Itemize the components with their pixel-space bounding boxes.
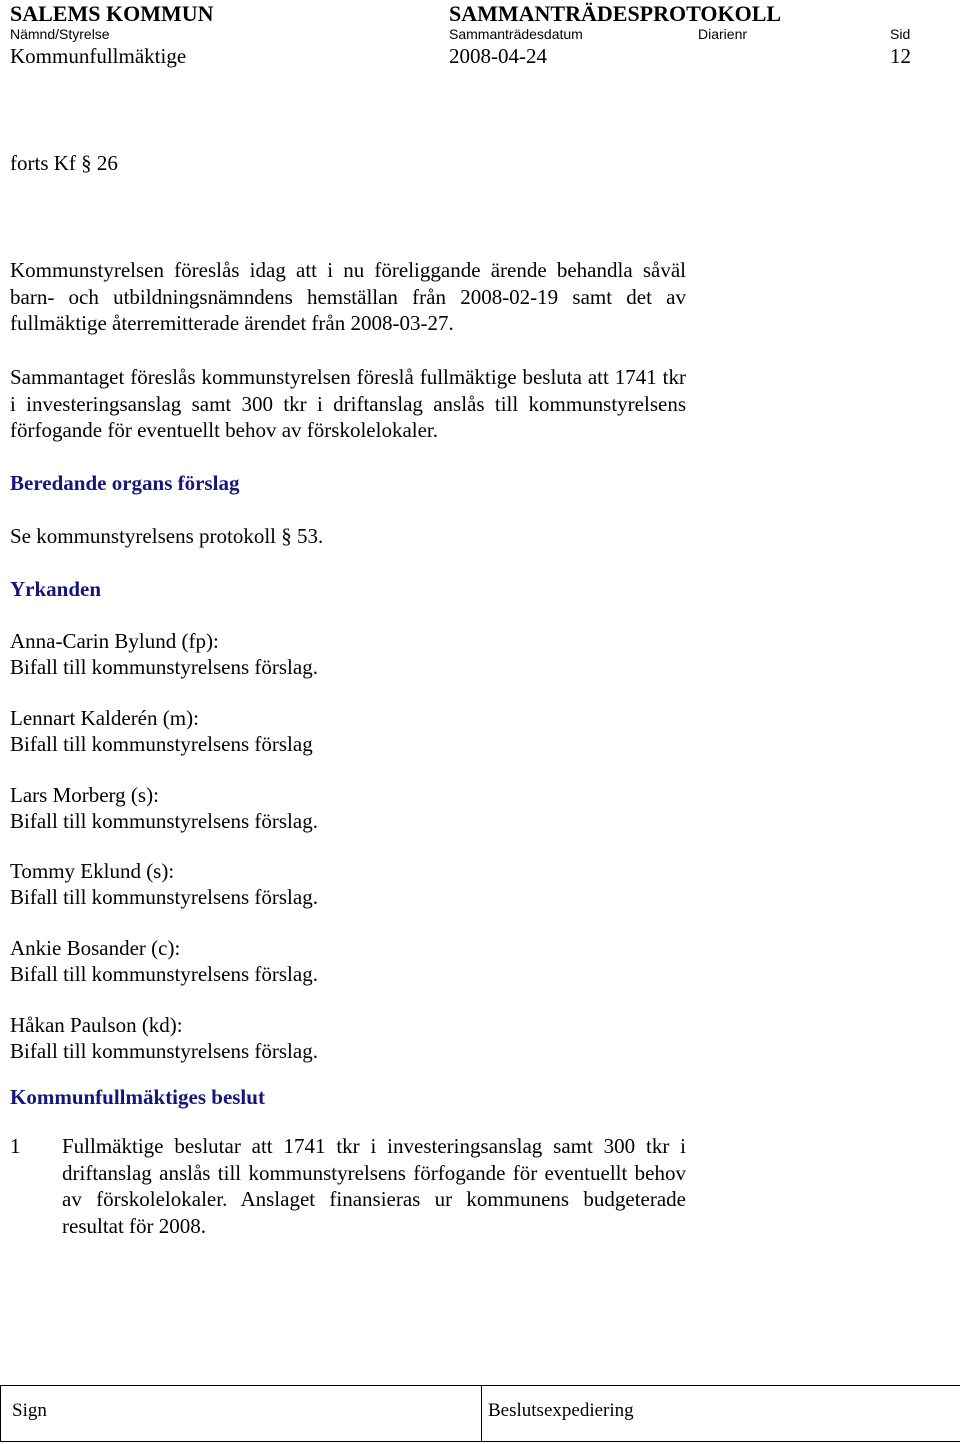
meeting-date: 2008-04-24 [449, 44, 547, 68]
motion-text: Bifall till kommunstyrelsens förslag. [10, 962, 318, 986]
sign-label: Sign [12, 1400, 47, 1421]
footer-bottom-rule [0, 1441, 960, 1442]
motion-speaker: Håkan Paulson (kd): [10, 1013, 183, 1037]
motion-text: Bifall till kommunstyrelsens förslag. [10, 885, 318, 909]
page-number: 12 [890, 44, 911, 68]
municipality-name: SALEMS KOMMUN [10, 1, 214, 26]
motion-speaker: Lennart Kalderén (m): [10, 706, 199, 730]
paragraph-proposal-background: Kommunstyrelsen föreslås idag att i nu föreliggande ärende behandla såväl barn- och utbildningsnämndens hemställan från 2008-02-19 samt det av fullmäktige återremitterade ärendet från 2008-03-27. [10, 258, 686, 335]
heading-motions: Yrkanden [10, 577, 102, 601]
motion-text: Bifall till kommunstyrelsens förslag. [10, 809, 318, 833]
document-type: SAMMANTRÄDESPROTOKOLL [449, 1, 782, 26]
motion-speaker: Anna-Carin Bylund (fp): [10, 629, 219, 653]
meeting-body: Kommunfullmäktige [10, 44, 187, 68]
footer-left-border [0, 1385, 1, 1442]
label-page: Sid [890, 26, 911, 42]
motion-speaker: Lars Morberg (s): [10, 783, 159, 807]
heading-preparatory-proposal: Beredande organs förslag [10, 471, 240, 495]
paragraph-proposal-summary: Sammantaget föreslås kommunstyrelsen föreslå fullmäktige besluta att 1741 tkr i investeringsanslag samt 300 tkr i driftanslag anslås till kommunstyrelsens förfogande för eventuellt behov av förskolelokaler. [10, 365, 686, 442]
decision-number: 1 [10, 1134, 21, 1158]
continuation-reference: forts Kf § 26 [10, 151, 118, 175]
footer-top-rule [0, 1385, 960, 1386]
label-meeting-date: Sammanträdesdatum [449, 26, 583, 42]
decision-text: Fullmäktige beslutar att 1741 tkr i investeringsanslag samt 300 tkr i driftanslag anslås till kommunstyrelsens förfogande för eventuellt behov av förskolelokaler. Anslaget finansieras ur kommunens budgeterade resultat för 2008. [62, 1134, 686, 1238]
motion-text: Bifall till kommunstyrelsens förslag. [10, 655, 318, 679]
motion-speaker: Tommy Eklund (s): [10, 859, 175, 883]
dispatch-label: Beslutsexpediering [488, 1400, 634, 1421]
heading-council-decision: Kommunfullmäktiges beslut [10, 1085, 265, 1109]
motion-text: Bifall till kommunstyrelsens förslag. [10, 1039, 318, 1063]
preparatory-proposal-text: Se kommunstyrelsens protokoll § 53. [10, 524, 324, 548]
motion-speaker: Ankie Bosander (c): [10, 936, 181, 960]
label-body: Nämnd/Styrelse [10, 26, 110, 42]
footer-divider [481, 1385, 482, 1442]
motion-text: Bifall till kommunstyrelsens förslag [10, 732, 313, 756]
label-registration-number: Diarienr [698, 26, 748, 42]
